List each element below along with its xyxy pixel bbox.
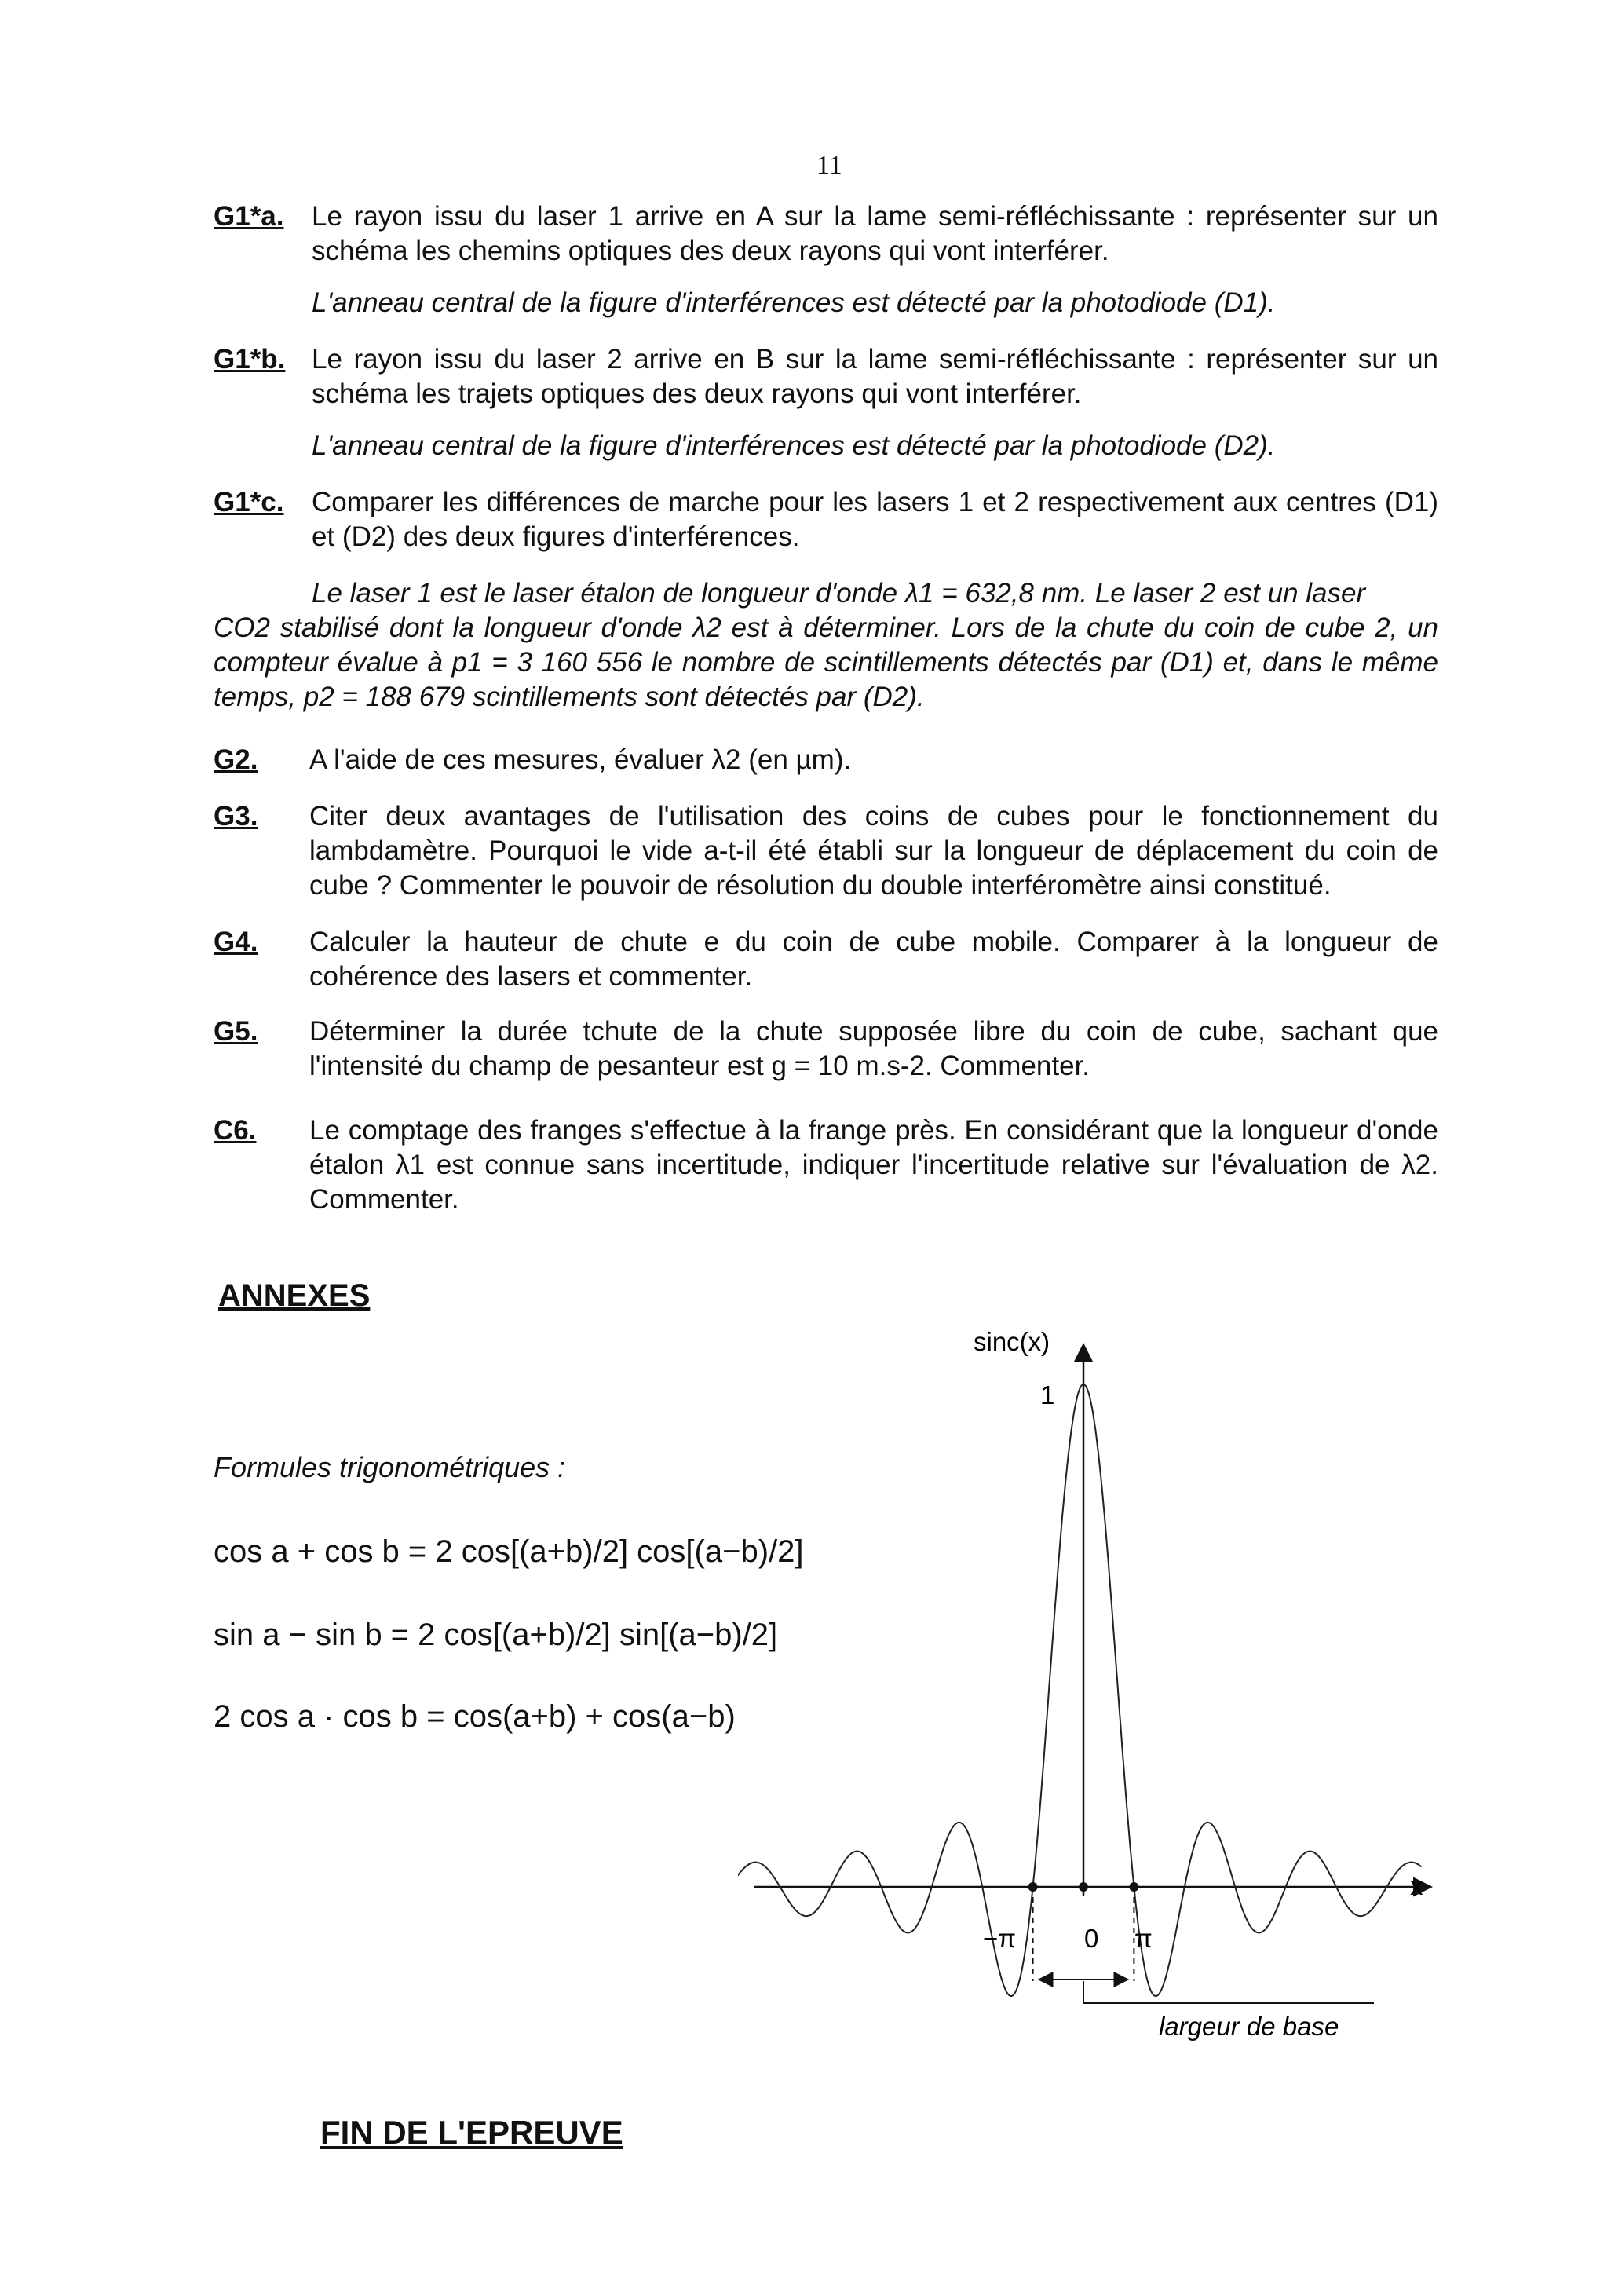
origin-point bbox=[1079, 1882, 1088, 1892]
formula-cos-product: 2 cos a · cos b = cos(a+b) + cos(a−b) bbox=[214, 1699, 736, 1734]
question-text: A l'aide de ces mesures, évaluer λ2 (en µm). bbox=[309, 744, 852, 775]
question-text: Le comptage des franges s'effectue à la frange près. En considérant que la longueur d'onde étalon λ1 est connue sans incertitude, indiquer l'incertitude relative sur l'évaluation de λ2. Commenter. bbox=[309, 1115, 1438, 1215]
x-tick-label-pi: π bbox=[1134, 1924, 1153, 1953]
question-text: Calculer la hauteur de chute e du coin de cube mobile. Comparer à la longueur de cohérence des lasers et commenter. bbox=[309, 927, 1438, 992]
question-g3 bbox=[214, 799, 1438, 903]
question-label: G5. bbox=[214, 1016, 258, 1047]
question-g1c bbox=[214, 485, 1438, 554]
question-label: G3. bbox=[214, 801, 258, 832]
question-text: Citer deux avantages de l'utilisation des coins de cubes pour le fonctionnement du lambdamètre. Pourquoi le vide a-t-il été établi sur la longueur de déplacement du coin de cube ? Commenter le pouvoir de résolution du double interféromètre ainsi constitué. bbox=[309, 801, 1438, 901]
question-label: C6. bbox=[214, 1115, 257, 1146]
question-text: Le rayon issu du laser 2 arrive en B sur la lame semi-réfléchissante : représenter sur un schéma les trajets optiques des deux rayons qui vont interférer. bbox=[312, 344, 1438, 409]
formula-cos-sum: cos a + cos b = 2 cos[(a+b)/2] cos[(a−b)/2] bbox=[214, 1534, 804, 1569]
question-g1a bbox=[214, 199, 1438, 320]
question-label: G1*b. bbox=[214, 344, 286, 375]
question-label: G1*c. bbox=[214, 487, 284, 517]
x-axis-label: x bbox=[1410, 1871, 1423, 1900]
formula-sin-diff: sin a − sin b = 2 cos[(a+b)/2] sin[(a−b)/2] bbox=[214, 1618, 778, 1652]
laser-paragraph-line1: Le laser 1 est le laser étalon de longueur d'onde λ1 = 632,8 nm. Le laser 2 est un laser bbox=[312, 578, 1366, 609]
base-width-annotation: largeur de base bbox=[1159, 2012, 1339, 2041]
question-note: L'anneau central de la figure d'interférences est détecté par la photodiode (D1). bbox=[312, 287, 1276, 318]
annotation-leader bbox=[1083, 1981, 1374, 2003]
question-text: Comparer les différences de marche pour les lasers 1 et 2 respectivement aux centres (D1) et (D2) des deux figures d'interférences. bbox=[312, 487, 1438, 552]
formulas-title: Formules trigonométriques : bbox=[214, 1451, 566, 1483]
sinc-chart bbox=[738, 1319, 1445, 2065]
question-text: Déterminer la durée tchute de la chute supposée libre du coin de cube, sachant que l'intensité du champ de pesanteur est g = 10 m.s-2. Commenter. bbox=[309, 1016, 1438, 1081]
question-g1b bbox=[214, 342, 1438, 463]
question-c6 bbox=[214, 1113, 1438, 1217]
y-axis-label: sinc(x) bbox=[974, 1327, 1050, 1356]
annexes-title: ANNEXES bbox=[218, 1278, 371, 1313]
end-of-exam: FIN DE L'EPREUVE bbox=[320, 2114, 623, 2151]
question-g5 bbox=[214, 1015, 1438, 1084]
question-g2 bbox=[214, 743, 1438, 777]
question-text: Le rayon issu du laser 1 arrive en A sur la lame semi-réfléchissante : représenter sur un schéma les chemins optiques des deux rayons qui vont interférer. bbox=[312, 201, 1438, 266]
laser-paragraph-rest: CO2 stabilisé dont la longueur d'onde λ2 est à déterminer. Lors de la chute du coin de cube 2, un compteur évalue à p1 = 3 160 556 le nombre de scintillements détectés par (D1) et, dans le même temps, p2 = 188 679 scintillements sont détectés par (D2). bbox=[214, 612, 1438, 712]
y-tick-label: 1 bbox=[1040, 1380, 1055, 1409]
question-g4 bbox=[214, 925, 1438, 994]
sinc-curve bbox=[738, 1384, 1422, 1996]
x-tick-label-neg-pi: −π bbox=[983, 1924, 1017, 1953]
question-label: G4. bbox=[214, 927, 258, 957]
question-label: G2. bbox=[214, 744, 258, 775]
laser-paragraph bbox=[214, 576, 1438, 715]
page-number: 11 bbox=[816, 151, 842, 180]
question-note: L'anneau central de la figure d'interférences est détecté par la photodiode (D2). bbox=[312, 430, 1276, 461]
question-label: G1*a. bbox=[214, 201, 284, 232]
x-tick-label-zero: 0 bbox=[1084, 1924, 1099, 1953]
